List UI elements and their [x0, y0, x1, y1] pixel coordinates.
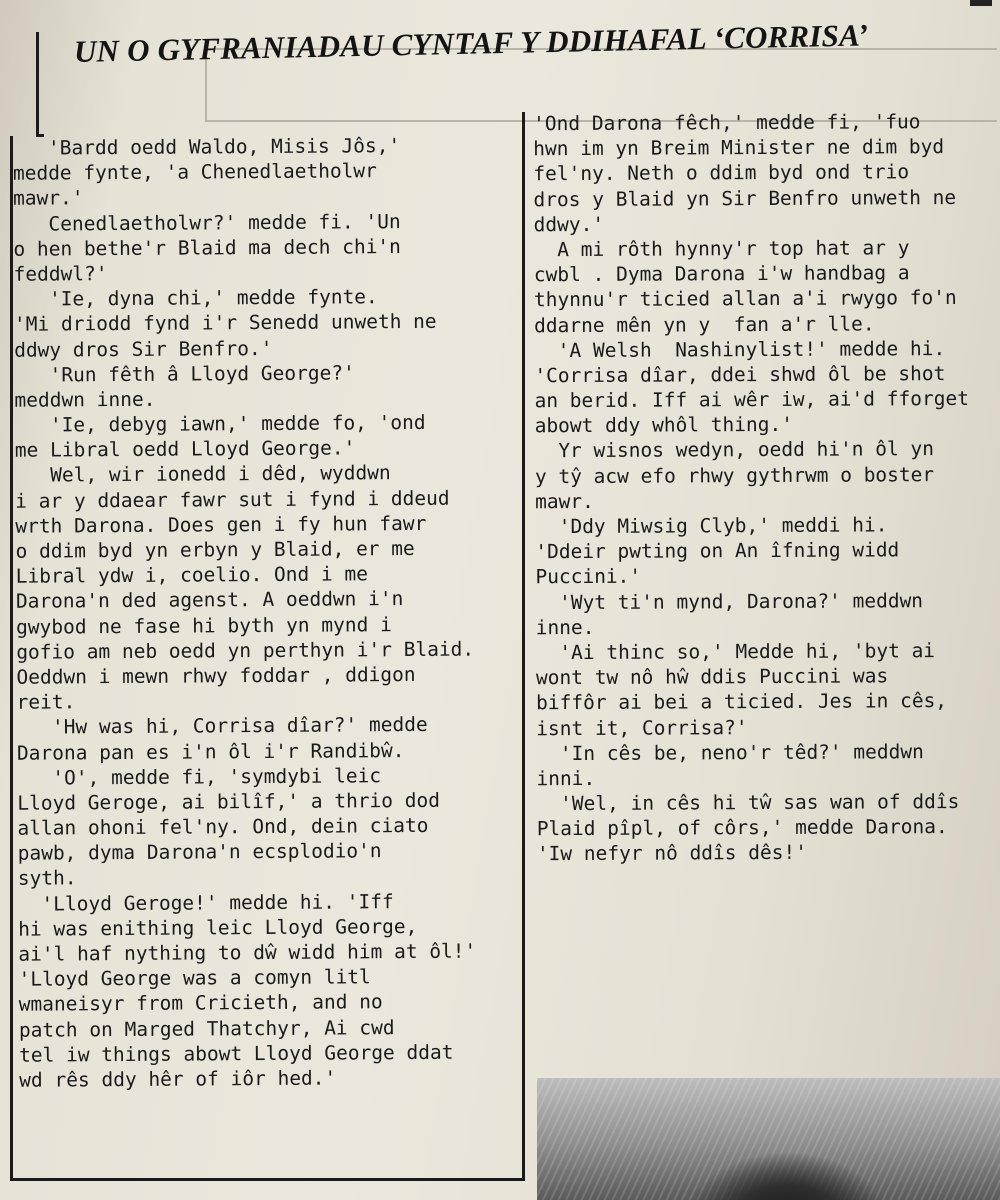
- text-line: hi was enithing leic Lloyd George,: [18, 914, 418, 941]
- text-line: pawb, dyma Darona'n ecsplodio'n: [17, 839, 382, 865]
- text-line: y tŷ acw efo rhwy gythrwm o boster: [534, 462, 935, 488]
- text-line: wmaneisyr from Cricieth, and no: [18, 990, 383, 1017]
- text-line: A mi rôth hynny'r top hat ar y: [533, 236, 910, 262]
- text-line: gwybod ne fase hi byth yn mynd i: [16, 612, 392, 639]
- text-line: Yr wisnos wedyn, oedd hi'n ôl yn: [534, 437, 935, 463]
- text-line: 'Lloyd Geroge!' medde hi. 'Iff: [17, 889, 394, 916]
- text-line: i ar y ddaear fawr sut i fynd i ddeud: [15, 486, 450, 513]
- text-line: cwbl . Dyma Darona i'w handbag a: [533, 261, 910, 287]
- text-line: inni.: [536, 766, 596, 791]
- text-line: Plaid pîpl, of côrs,' medde Darona.: [536, 815, 948, 841]
- text-line: 'Mi driodd fynd i'r Senedd unweth ne: [13, 310, 437, 337]
- article-headline: UN O GYFRANIADAU CYNTAF Y DDIHAFAL ‘CORRISA’: [73, 17, 869, 69]
- text-line: Puccini.': [535, 565, 642, 589]
- text-line: Libral ydw i, coelio. Ond i me: [15, 562, 369, 588]
- text-line: Cenedlaetholwr?' medde fi. 'Un: [13, 209, 401, 236]
- text-line: abowt ddy whôl thing.': [534, 413, 794, 438]
- text-line: 'Ond Darona fêch,' medde fi, 'fuo: [533, 110, 921, 136]
- text-line: o ddim byd yn erbyn y Blaid, er me: [15, 536, 415, 563]
- text-line: 'Ie, dyna chi,' medde fynte.: [13, 285, 378, 311]
- text-line: mawr.: [535, 489, 594, 514]
- text-line: 'Ddeir pwting on An îfning widd: [535, 538, 900, 564]
- text-line: syth.: [17, 866, 77, 891]
- text-line: 'Hw was hi, Corrisa dîar?' medde: [16, 713, 428, 740]
- text-line: inne.: [535, 615, 595, 639]
- text-line: ddarne mên yn y fan a'r lle.: [534, 311, 875, 337]
- text-line: Darona pan es i'n ôl i'r Randibŵ.: [16, 738, 405, 765]
- text-line: wd rês ddy hêr of iôr hed.': [19, 1066, 337, 1092]
- corner-fragment: [970, 0, 992, 12]
- text-line: 'Ai thinc so,' Medde hi, 'byt ai: [535, 639, 936, 665]
- bottom-rule: [10, 1178, 525, 1181]
- left-column: [13, 132, 520, 1093]
- text-line: hwn im yn Breim Minister ne dim byd: [533, 135, 945, 161]
- text-line: reit.: [16, 690, 76, 714]
- text-line: ai'l haf nything to dŵ widd him at ôl!': [18, 939, 477, 966]
- text-line: 'O', medde fi, 'symdybi leic: [17, 763, 382, 790]
- text-line: patch on Marged Thatchyr, Ai cwd: [18, 1015, 395, 1042]
- text-line: isnt it, Corrisa?': [536, 715, 748, 740]
- text-line: 'Wyt ti'n mynd, Darona?' meddwn: [535, 588, 924, 614]
- column-divider-rule: [522, 112, 525, 1180]
- text-line: me Libral oedd Lloyd George.': [14, 436, 356, 462]
- text-line: Darona'n ded agenst. A oeddwn i'n: [15, 587, 404, 614]
- text-line: thynnu'r ticied allan a'i rwygo fo'n: [533, 286, 957, 312]
- text-line: 'A Welsh Nashinylist!' medde hi.: [534, 336, 946, 362]
- text-line: wrth Darona. Does gen i fy hun fawr: [15, 511, 427, 538]
- text-line: Lloyd Geroge, ai bilîf,' a thrio dod: [17, 788, 441, 815]
- text-line: 'Iw nefyr nô ddîs dês!': [536, 841, 808, 866]
- text-line: ddwy dros Sir Benfro.': [14, 336, 273, 362]
- text-line: dros y Blaid yn Sir Benfro unweth ne: [533, 185, 957, 211]
- text-line: 'Corrisa dîar, ddei shwd ôl be shot: [534, 361, 946, 388]
- right-column: [533, 109, 997, 867]
- text-line: feddwl?': [13, 262, 108, 286]
- photo-fragment: [537, 1078, 1000, 1200]
- text-line: o hen bethe'r Blaid ma dech chi'n: [13, 234, 401, 261]
- text-line: gofio am neb oedd yn perthyn i'r Blaid.: [16, 637, 475, 664]
- text-line: medde fynte, 'a Chenedlaetholwr: [12, 159, 377, 185]
- text-line: 'Ie, debyg iawn,' medde fo, 'ond: [14, 410, 426, 437]
- text-line: 'Lloyd George was a comyn litl: [18, 965, 371, 991]
- text-line: 'Run fêth â Lloyd George?': [14, 361, 355, 387]
- text-line: Oeddwn i mewn rhwy foddar , ddigon: [16, 662, 416, 689]
- left-rule-top: [36, 32, 39, 137]
- text-line: fel'ny. Neth o ddim byd ond trio: [533, 160, 910, 186]
- text-line: allan ohoni fel'ny. Ond, dein ciato: [17, 813, 429, 840]
- text-line: 'Ddy Miwsig Clyb,' meddi hi.: [535, 513, 888, 539]
- text-line: Wel, wir ionedd i dêd, wyddwn: [14, 461, 391, 488]
- text-line: an berid. Iff ai wêr iw, ai'd fforget: [534, 386, 969, 413]
- text-line: 'Wel, in cês hi tŵ sas wan of ddîs: [536, 790, 960, 816]
- left-rule: [10, 136, 13, 1180]
- text-line: wont tw nô hŵ ddis Puccini was: [535, 664, 889, 690]
- text-line: 'Bardd oedd Waldo, Misis Jôs,': [12, 134, 401, 160]
- text-line: mawr.': [13, 186, 84, 211]
- text-line: tel iw things abowt Lloyd George ddat: [19, 1040, 454, 1067]
- text-line: meddwn inne.: [14, 387, 156, 412]
- text-line: biffôr ai bei a ticied. Jes in cês,: [536, 689, 948, 715]
- text-line: 'In cês be, neno'r têd?' meddwn: [536, 739, 924, 765]
- text-line: ddwy.': [533, 212, 605, 236]
